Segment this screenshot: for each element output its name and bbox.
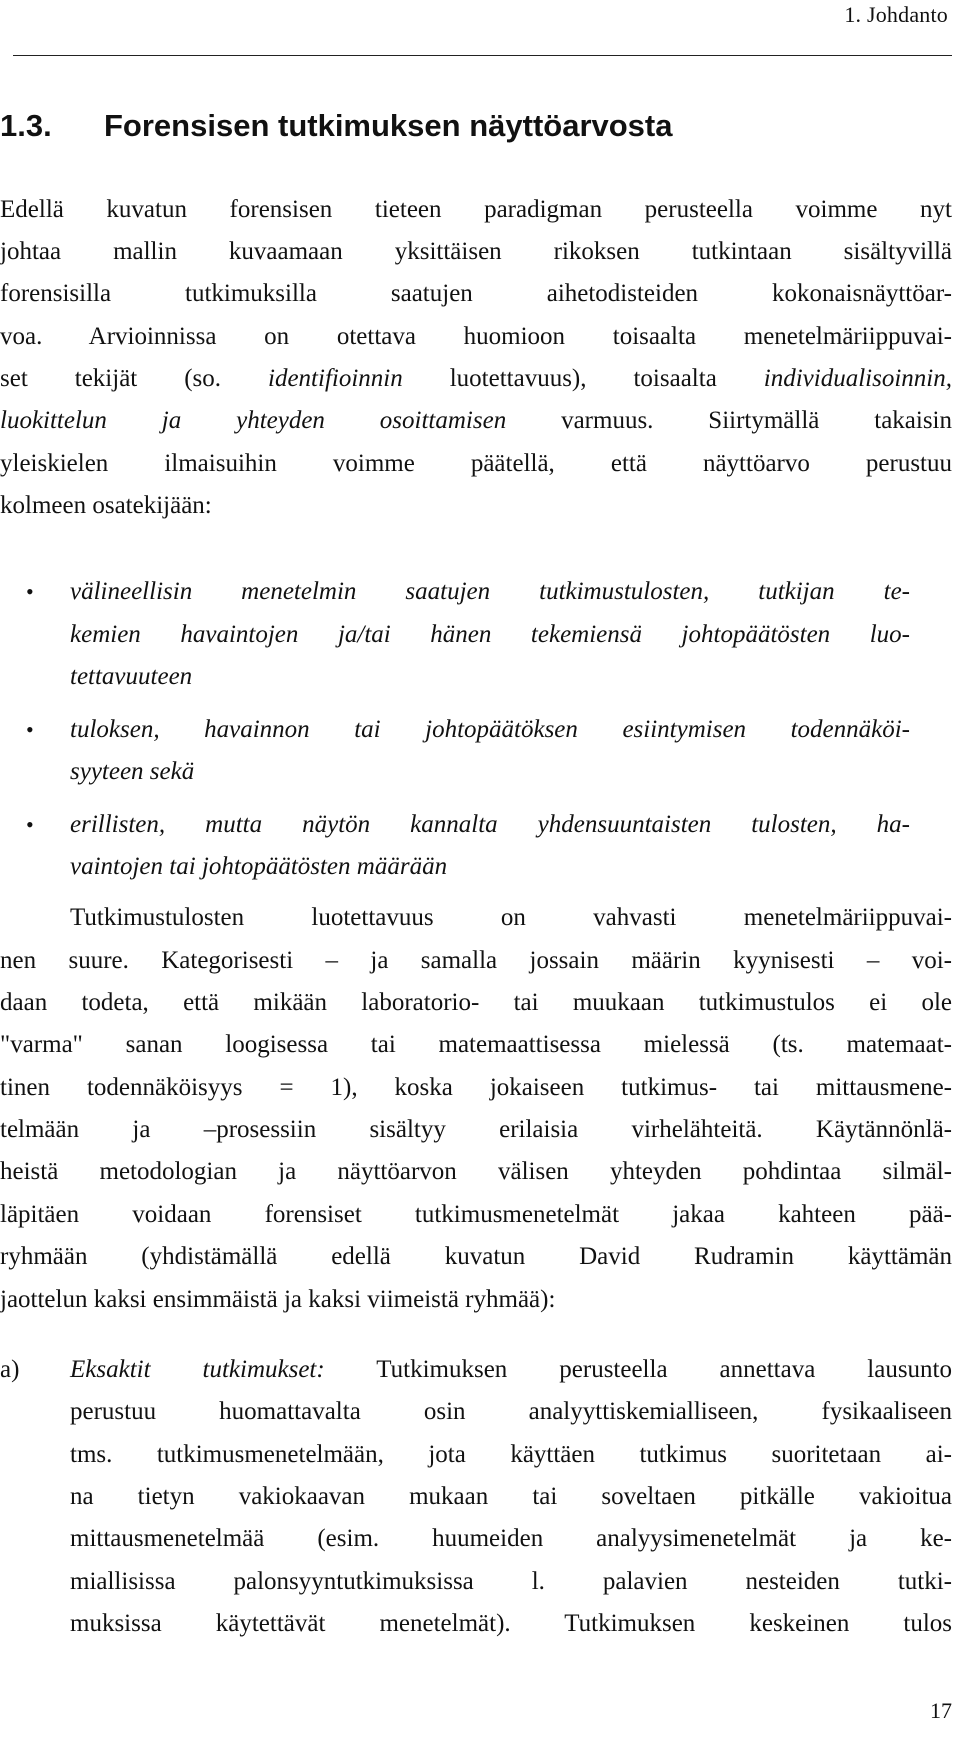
- list-item-line: vaintojen tai johtopäätösten määrään: [70, 853, 448, 880]
- text-line: miallisissa palonsyyntutkimuksissa l. palavien nesteiden tutki-: [70, 1568, 952, 1595]
- text-line: Tutkimustulosten luotettavuus on vahvasti menetelmäriippuvai-: [70, 904, 952, 931]
- text-line: tinen todennäköisyys = 1), koska jokaiseen tutkimus- tai mittausmene-: [0, 1074, 952, 1101]
- text-line: muksissa käytettävät menetelmät). Tutkimuksen keskeinen tulos: [70, 1610, 952, 1637]
- text-line: voa. Arvioinnissa on otettava huomioon toisaalta menetelmäriippuvai-: [0, 323, 952, 350]
- text-line: jaottelun kaksi ensimmäistä ja kaksi viimeistä ryhmää):: [0, 1286, 556, 1313]
- text-line: kolmeen osatekijään:: [0, 492, 212, 519]
- text-line: ryhmään (yhdistämällä edellä kuvatun David Rudramin käyttämän: [0, 1243, 952, 1270]
- text-run: set tekijät (so.: [0, 365, 269, 392]
- list-item-line: syyteen sekä: [70, 758, 195, 785]
- text-line: Edellä kuvatun forensisen tieteen paradigman perusteella voimme nyt: [0, 196, 952, 223]
- list-item-line: välineellisin menetelmin saatujen tutkimustulosten, tutkijan te-: [70, 578, 910, 605]
- header-rule: [13, 55, 952, 56]
- text-line: yleiskielen ilmaisuihin voimme päätellä, että näyttöarvo perustuu: [0, 450, 952, 477]
- list-item-line: kemien havaintojen ja/tai hänen tekemiensä johtopäätösten luo-: [70, 621, 910, 648]
- text-line: telmään ja –prosessiin sisältyy erilaisia virhelähteitä. Käytännönlä-: [0, 1116, 952, 1143]
- italic-term: luokittelun ja yhteyden osoittamisen: [0, 407, 507, 434]
- list-item-line: erillisten, mutta näytön kannalta yhdensuuntaisten tulosten, ha-: [70, 811, 910, 838]
- text-line: [0, 406, 952, 436]
- bullet-icon: •: [26, 717, 34, 742]
- text-line: "varma" sanan loogisessa tai matemaattisessa mielessä (ts. matemaat-: [0, 1031, 952, 1058]
- list-item-line: tuloksen, havainnon tai johtopäätöksen esiintymisen todennäköi-: [70, 716, 910, 743]
- text-line: tms. tutkimusmenetelmään, jota käyttäen tutkimus suoritetaan ai-: [70, 1441, 952, 1468]
- bullet-icon: •: [26, 812, 34, 837]
- text-line: perustuu huomattavalta osin analyyttiskemialliseen, fysikaaliseen: [70, 1398, 952, 1425]
- text-line: mittausmenetelmää (esim. huumeiden analyysimenetelmät ja ke-: [70, 1525, 952, 1552]
- text-run: varmuus. Siirtymällä takaisin: [506, 407, 953, 434]
- text-run: Tutkimuksen perusteella annettava lausunto: [324, 1356, 953, 1383]
- italic-term: individualisoinnin,: [763, 365, 952, 392]
- item-marker: a): [0, 1356, 20, 1383]
- section-number: 1.3.: [0, 108, 52, 143]
- bullet-icon: •: [26, 579, 34, 604]
- text-line: daan todeta, että mikään laboratorio- tai muukaan tutkimustulos ei ole: [0, 989, 952, 1016]
- text-line: forensisilla tutkimuksilla saatujen aihetodisteiden kokonaisnäyttöar-: [0, 280, 952, 307]
- section-heading: [0, 108, 673, 144]
- text-line: [0, 364, 952, 394]
- text-line: [70, 1355, 952, 1385]
- list-item-line: tettavuuteen: [70, 663, 193, 690]
- text-line: nen suure. Kategorisesti – ja samalla jossain määrin kyynisesti – voi-: [0, 947, 952, 974]
- text-line: läpitäen voidaan forensiset tutkimusmenetelmät jakaa kahteen pää-: [0, 1201, 952, 1228]
- text-run: luotettavuus), toisaalta: [402, 365, 764, 392]
- italic-term: identifioinnin: [268, 365, 403, 392]
- text-line: heistä metodologian ja näyttöarvon välisen yhteyden pohdintaa silmäl-: [0, 1158, 952, 1185]
- running-head: 1. Johdanto: [844, 2, 948, 27]
- item-term: Eksaktit tutkimukset:: [70, 1356, 325, 1383]
- page-number: 17: [930, 1698, 952, 1723]
- text-line: na tietyn vakiokaavan mukaan tai soveltaen pitkälle vakioitua: [70, 1483, 952, 1510]
- text-line: johtaa mallin kuvaamaan yksittäisen rikoksen tutkintaan sisältyvillä: [0, 238, 952, 265]
- section-title: Forensisen tutkimuksen näyttöarvosta: [104, 108, 673, 143]
